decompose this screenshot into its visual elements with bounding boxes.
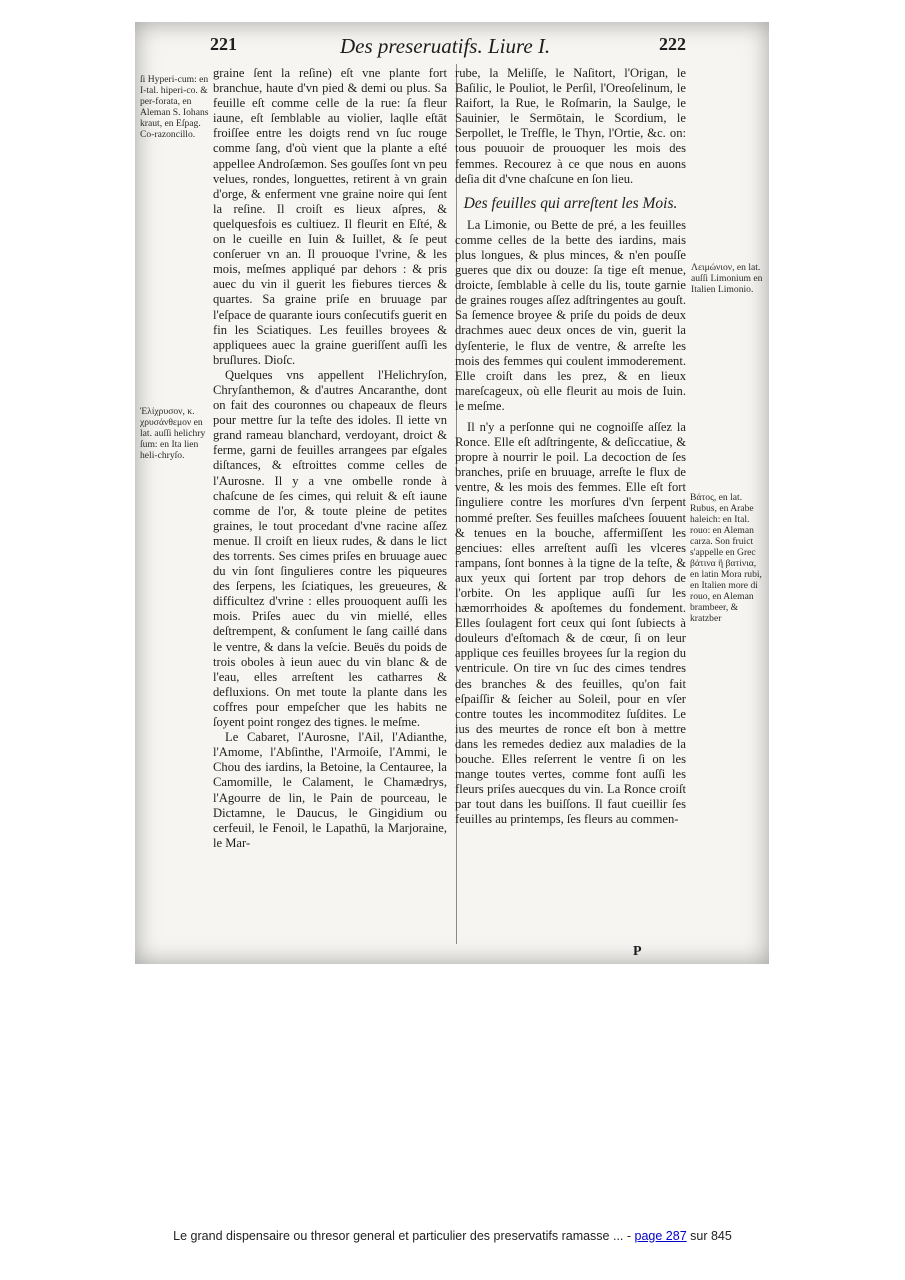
page-caption [0, 1229, 905, 1243]
running-head [135, 34, 769, 60]
scanned-page [135, 22, 769, 964]
left-text-column [213, 66, 447, 851]
caption-title: Le grand dispensaire ou thresor general et particulier des preservatifs ramasse ... - [173, 1229, 635, 1243]
right-text-column [455, 66, 686, 828]
page-link[interactable]: page 287 [634, 1229, 687, 1243]
paragraph-limonium: La Limonie, ou Bette de pré, a les feuilles comme celles de la bette des iardins, mais plus longues, & plus minces, & n'en pouſſe gueres que dix ou douze: ſa tige eſt menue, droicte, ſemblable à celle du lis, toute garnie de graines rouges aſſez adſtringentes au gouſt. Sa ſemence broyee & priſe du poids de deux drachmes auec deux onces de vin, guerit la dyſenterie, le flux de ventre, & arreſte les mois des femmes qui coulent immoderement. Elle croiſt dans les prez, & en lieux mareſcageux, où elle fleurit au mois de Iuin. le meſme. [455, 217, 686, 413]
page-number-left: 221 [210, 34, 237, 54]
margin-note-limonium: Λειμώνιον, en lat. auſſi Limonium en Italien Limonio. [691, 262, 763, 295]
signature-mark: P [633, 944, 642, 959]
paragraph-plant-list: Le Cabaret, l'Aurosne, l'Ail, l'Adianthe, l'Amome, l'Abſinthe, l'Armoiſe, l'Ammi, le Chou des iardins, la Betoine, la Centauree, la Camomille, le Calament, le Chamædrys, l'Agourre de lin, le Pain de pourceau, le Dictamne, le Daucus, le Gingidium ou cerfeuil, le Fenoil, le Lapathū, la Marjoraine, le Mar- [213, 730, 447, 850]
page-number-right: 222 [659, 34, 686, 54]
running-title: Des preseruatifs. Liure I. [340, 34, 551, 58]
section-heading: Des feuilles qui arreſtent les Mois. [463, 194, 678, 212]
caption-page-total: sur 845 [686, 1229, 732, 1243]
paragraph-plant-list-continued: rube, la Meliſſe, le Naſitort, l'Origan, le Baſilic, le Pouliot, le Perſil, l'Oreoſelinum, le Raifort, la Rue, le Roſmarin, la Saulge, le Sauinier, le Sermōtain, le Scordium, le Serpollet, le Treſfle, le Thyn, l'Ortie, &c. on: tous pouuoir de prouoquer les mois des femmes. Recourez à ce que nous en auons deſia dit d'vne chaſcune en ſon lieu. [455, 66, 686, 186]
margin-note-rubus: Βάτος, en lat. Rubus, en Arabe haleich: en Ital. rouo: en Aleman carza. Son fruict s'appelle en Grec βάτινα ἢ βατίνια, en latin Mora rubi, en Italien more di rouo, en Aleman brambeer, & kratzber [690, 492, 762, 624]
margin-note-hypericum: ſi Hyperi-cum: en I-tal. hiperi-co. & per-forata, en Aleman S. Iohans kraut, en Eſpag. Co-razoncillo. [140, 74, 209, 140]
margin-note-helichrysum: Ἑλίχρυσον, κ. χρυσάνθεμον en lat. auſſi helichry ſum: en Ita lien heli-chryſo. [140, 406, 206, 461]
paragraph-ronce: Il n'y a perſonne qui ne cognoiſſe aſſez la Ronce. Elle eſt adſtringente, & deſiccatiue, & propre à nourrir le poil. La decoction de ſes branches, priſe en bruuage, arreſte le flux de ventre, & les mois des femmes. Elle eſt fort ſinguliere contre les morſures d'vn ſerpent nommé preſter. Ses feuilles maſchees ſouuent & tenues en la bouche, affermiſſent les genciues: elles arreſtent auſſi les vlceres rampans, ſont bonnes à la tigne de la teſte, & aux yeux qui ſortent par trop dehors de l'orbite. On les applique auſſi ſur les hæmorrhoides & apoſtemes du fondement. Elles ſoulagent fort ceux qui ſont ſubiects à douleurs d'eſtomach & de cœur, ſi on leur applique ces feuilles broyees ſur la region du ventricule. On tire vn ſuc des cimes tendres des branches & des feuilles, qu'on fait eſpaiſſir & ſeicher au Soleil, pour en vſer contre toutes les incommoditez ſuſdites. Le ius des meurtes de ronce eſt bon à mettre dans les remedes dediez aux maladies de la bouche. Elles reſerrent le ventre ſi on les mange toutes vertes, comme font auſſi les fleurs priſes auecques du vin. La Ronce croiſt par tout dans les buiſſons. Il faut cueillir ſes feuilles au printemps, ſes fleurs au commen- [455, 419, 686, 827]
paragraph-hypericum: graine ſent la reſine) eſt vne plante fort branchue, haute d'vn pied & demi ou plus. Sa feuille eſt comme celle de la rue: ſa fleur iaune, eſt ſemblable au violier, laqlle eſtāt froiſſee entre les doigts rend vn ſuc rouge comme ſang, d'où vient que la plante a eſté appellee Androſæmon. Ses gouſſes ſont vn peu velues, rondes, longuettes, retirent à vn grain d'orge, & enferment vne graine noire qui ſent la reſine. Il croiſt es lieux aſpres, & quelquesfois es cultiuez. Il fleurit en Eſté, & on le cueille en Iuin & Iuillet, & ſe peut conſeruer vn an. Il prouoque l'vrine, & les mois, meſmes appliqué par dehors : & pris auec du vin il guerit les fiebures tierces & quartes. Sa graine priſe en bruuage par l'eſpace de quarante iours conſecutifs guerit en fin les Sciatiques. Les feuilles broyees & appliquees auec la graine gueriſſent auſſi les bruſlures. Dioſc. [213, 66, 448, 367]
paragraph-helichrysum: Quelques vns appellent l'Helichryſon, Chryſanthemon, & d'autres Ancaranthe, dont on fait des couronnes ou chapeaux de fleurs pour mettre ſur la teſte des idoles. Il iette vn grand rameau blanchard, verdoyant, droict & ferme, garni de feuilles arrangees par eſgales diſtances, & eſtroittes comme celles de l'Aurosne. Il y a vne ombelle ronde à chaſcune de ſes cimes, qui reluit & eſt iaune comme de l'or, & toute pleine de petites graines, le tout procedant d'vne racine aſſez menue. Il croiſt en lieux rudes, & dans le lict des torrents. Ses cimes priſes en bruuage auec du vin ſont ſingulieres contre les piqueures des ſerpens, les ſciatiques, les greueures, & difficultez d'vrine : elles prouoquent auſſi les mois. Priſes auec du vin miellé, elles deſtrempent, & conſument le ſang caillé dans le ventre, & dans la veſcie. Beuës du poids de trois oboles à ieun auec du vin blanc & de l'eau, elles arreſtent les catharres & defluxions. On met toute la plante dans les coffres pour empeſcher que les habits ne ſoyent point rongez des tignes. le meſme. [213, 367, 447, 730]
